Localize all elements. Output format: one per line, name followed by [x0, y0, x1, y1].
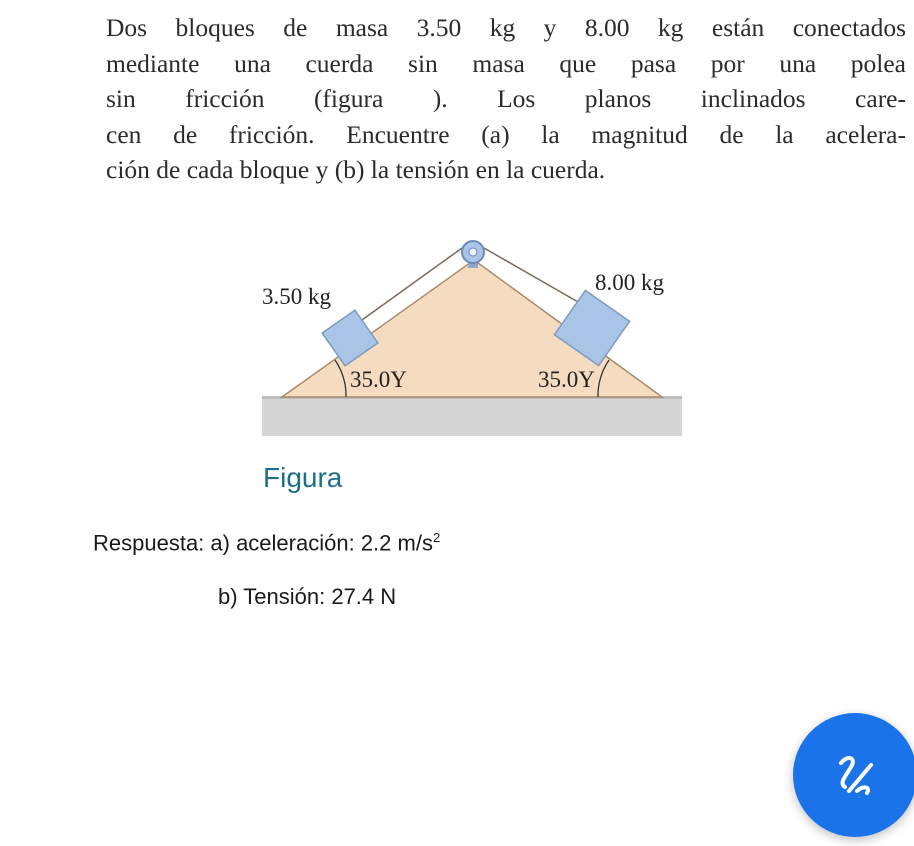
angle-right-label: 35.0Υ [538, 367, 595, 392]
answer-tension: b) Tensión: 27.4 N [218, 584, 397, 609]
figure-caption: Figura [263, 462, 343, 493]
problem-line: sin fricción (figura ). Los planos inclinados care- [106, 84, 906, 113]
angle-left-label: 35.0Υ [350, 367, 407, 392]
problem-line: cen de fricción. Encuentre (a) la magnitud de la acelera- [106, 119, 906, 149]
problem-line: Dos bloques de masa 3.50 kg y 8.00 kg están conectados [106, 13, 906, 42]
answer-a-exponent: 2 [432, 530, 441, 545]
problem-statement [106, 10, 906, 188]
edit-fab-button[interactable] [793, 713, 914, 837]
problem-line: mediante una cuerda sin masa que pasa por una polea [106, 48, 906, 78]
ground [262, 396, 682, 436]
answer-a-text: Respuesta: a) aceleración: 2.2 m/s [93, 530, 433, 556]
pen-icon [827, 747, 883, 803]
answer-acceleration [93, 530, 440, 556]
mass-left-label: 3.50 kg [262, 284, 331, 309]
mass-right-label: 8.00 kg [595, 270, 664, 295]
incline-diagram [262, 230, 692, 440]
problem-line: ción de cada bloque y (b) la tensión en la cuerda. [106, 155, 606, 184]
